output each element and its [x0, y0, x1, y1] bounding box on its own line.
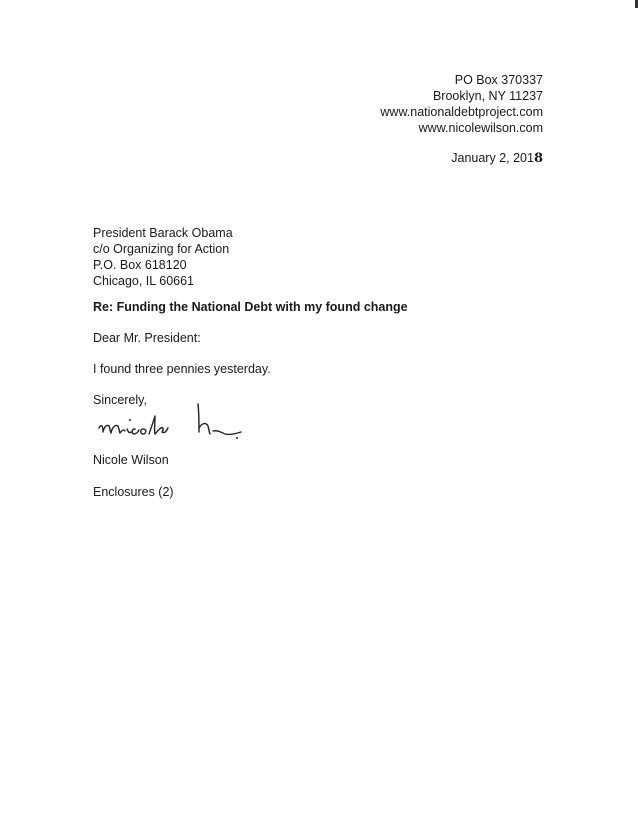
- recipient-city: Chicago, IL 60661: [93, 274, 195, 288]
- subject-line: Re: Funding the National Debt with my found change: [93, 300, 408, 314]
- closing: Sincerely,: [93, 393, 147, 407]
- recipient-address-block: [93, 225, 233, 289]
- recipient-name: President Barack Obama: [93, 226, 233, 240]
- signer-name: Nicole Wilson: [93, 453, 169, 467]
- letter-body: I found three pennies yesterday.: [93, 362, 271, 376]
- date-printed: January 2, 201: [451, 151, 534, 165]
- signature-icon: [95, 398, 265, 446]
- sender-website-primary: www.nationaldebtproject.com: [380, 105, 543, 119]
- sender-website-secondary: www.nicolewilson.com: [418, 121, 543, 135]
- recipient-po-box: P.O. Box 618120: [93, 258, 187, 272]
- sender-po-box: PO Box 370337: [454, 73, 543, 87]
- enclosures-note: Enclosures (2): [93, 485, 174, 499]
- sender-city: Brooklyn, NY 11237: [432, 89, 543, 103]
- sender-address-block: [380, 72, 543, 136]
- letter-date: [451, 150, 543, 167]
- salutation: Dear Mr. President:: [93, 331, 201, 345]
- recipient-organization: c/o Organizing for Action: [93, 242, 230, 256]
- date-handwritten-digit: 8: [533, 151, 543, 166]
